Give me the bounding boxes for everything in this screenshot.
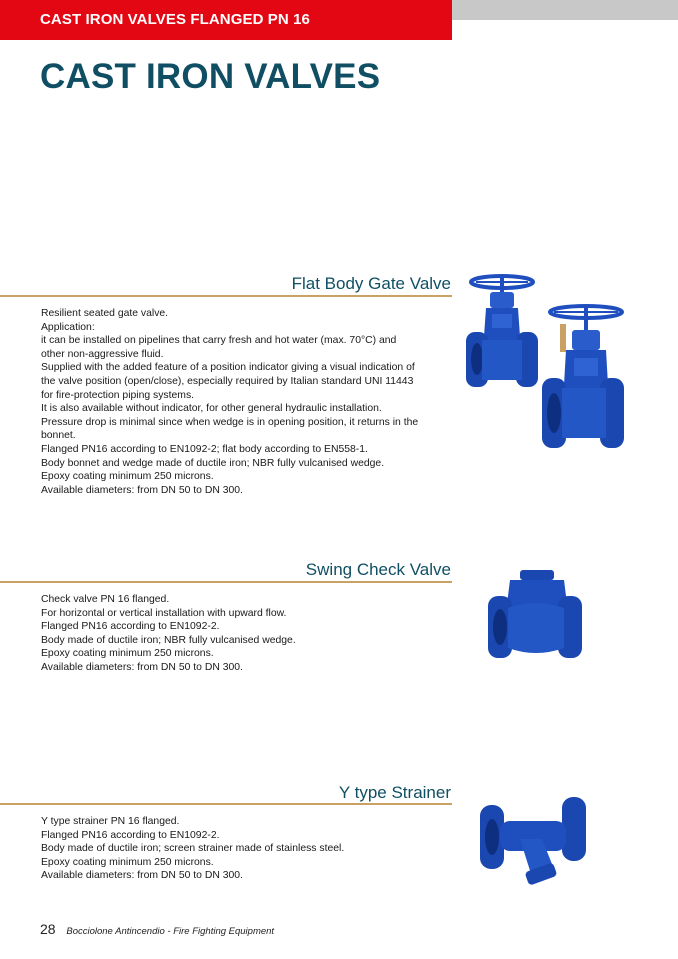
text-line: for fire-protection piping systems.: [41, 389, 195, 401]
gate-valve-description: [41, 307, 453, 497]
text-line: Flanged PN16 according to EN1092-2.: [41, 621, 220, 633]
text-line: the valve position (open/close), especially required by Italian standard UNI 11443: [41, 375, 414, 387]
text-line: Flanged PN16 according to EN1092-2.: [41, 829, 220, 841]
text-line: other non-aggressive fluid.: [41, 348, 164, 360]
section-divider: [0, 803, 452, 805]
text-line: Available diameters: from DN 50 to DN 300.: [41, 661, 243, 673]
text-line: Body made of ductile iron; NBR fully vulcanised wedge.: [41, 634, 296, 646]
text-line: Y type strainer PN 16 flanged.: [41, 816, 180, 827]
text-line: Flanged PN16 according to EN1092-2; flat body according to EN558-1.: [41, 443, 368, 455]
text-line: bonnet.: [41, 430, 76, 442]
text-line: Resilient seated gate valve.: [41, 308, 169, 319]
text-line: Available diameters: from DN 50 to DN 300.: [41, 484, 243, 496]
text-line: Epoxy coating minimum 250 microns.: [41, 856, 214, 868]
section-divider: [0, 295, 452, 297]
text-line: it can be installed on pipelines that carry fresh and hot water (max. 70°C) and: [41, 335, 397, 347]
y-strainer-description: [41, 815, 453, 883]
header-grey-bar: [452, 0, 678, 20]
text-line: Epoxy coating minimum 250 microns.: [41, 471, 214, 483]
text-line: Pressure drop is minimal since when wedge is in opening position, it returns in the: [41, 416, 419, 428]
gate-valve-small-image: [462, 270, 542, 405]
text-line: Body bonnet and wedge made of ductile iron; NBR fully vulcanised wedge.: [41, 457, 385, 469]
text-line: Epoxy coating minimum 250 microns.: [41, 648, 214, 660]
header-label: CAST IRON VALVES FLANGED PN 16: [40, 11, 310, 28]
page-number: 28: [40, 921, 56, 937]
gate-valve-large-image: [538, 300, 628, 460]
y-strainer-image: [476, 795, 591, 885]
text-line: For horizontal or vertical installation with upward flow.: [41, 607, 287, 619]
text-line: Application:: [41, 321, 95, 333]
section-title-gate-valve: Flat Body Gate Valve: [291, 274, 451, 293]
swing-check-valve-image: [486, 568, 586, 663]
text-line: Supplied with the added feature of a position indicator giving a visual indication of: [41, 362, 415, 374]
swing-check-valve-description: [41, 593, 453, 675]
section-title-y-strainer: Y type Strainer: [338, 783, 451, 802]
text-line: Check valve PN 16 flanged.: [41, 594, 170, 605]
section-divider: [0, 581, 452, 583]
text-line: Body made of ductile iron; screen strainer made of stainless steel.: [41, 843, 345, 855]
section-title-swing-check-valve: Swing Check Valve: [305, 560, 451, 579]
text-line: Available diameters: from DN 50 to DN 300.: [41, 870, 243, 882]
page-footer: [40, 921, 274, 937]
page-title: CAST IRON VALVES: [40, 57, 381, 96]
text-line: It is also available without indicator, for other general hydraulic installation.: [41, 403, 382, 415]
footer-company: Bocciolone Antincendio - Fire Fighting Equipment: [66, 926, 275, 937]
